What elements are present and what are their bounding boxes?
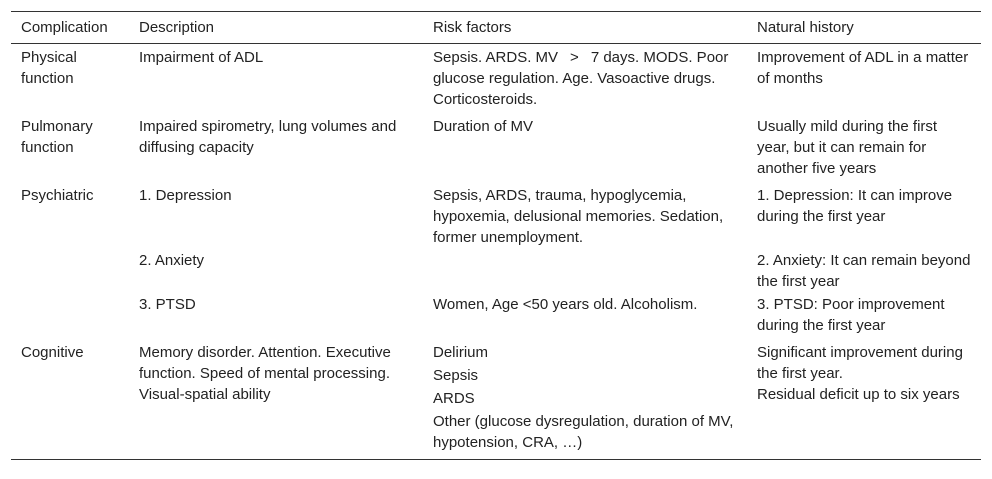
risk-item: Delirium (433, 344, 489, 361)
cell-complication: Psychiatric (21, 187, 94, 204)
cell-complication: Physical function (21, 49, 77, 87)
table-row (11, 292, 981, 340)
cell-description: Impairment of ADL (139, 49, 264, 66)
cell-description: 2. Anxiety (139, 252, 205, 269)
cell-natural-history: Usually mild during the first year, but it can remain for another five years (757, 118, 938, 177)
cell-natural-history: 3. PTSD: Poor improvement during the first year (757, 296, 945, 334)
cell-description: 3. PTSD (139, 296, 196, 313)
cell-description: Impaired spirometry, lung volumes and diffusing capacity (139, 118, 397, 156)
cell-complication: Cognitive (21, 344, 84, 361)
cell-risk-factors: Duration of MV (433, 118, 534, 135)
table-row (11, 248, 981, 292)
history-item: Significant improvement during the first year. (757, 344, 963, 382)
cell-natural-history: Improvement of ADL in a matter of months (757, 49, 969, 87)
header-row (11, 12, 981, 44)
table-row (11, 44, 981, 115)
table-header (11, 12, 981, 44)
header-description: Description (139, 19, 215, 36)
complications-table-container (11, 11, 981, 460)
table-row (11, 114, 981, 183)
cell-description: 1. Depression (139, 187, 232, 204)
cell-risk-factors: Sepsis. ARDS. MV > 7 days. MODS. Poor glucose regulation. Age. Vasoactive drugs. Corticosteroids. (433, 49, 729, 108)
cell-description: Memory disorder. Attention. Executive function. Speed of mental processing. Visual-spatial ability (139, 344, 391, 403)
risk-item: ARDS (433, 390, 475, 407)
table-body (11, 44, 981, 460)
cell-natural-history: 2. Anxiety: It can remain beyond the first year (757, 252, 971, 290)
table-row (11, 183, 981, 248)
risk-item: Sepsis (433, 367, 479, 384)
cell-natural-history: 1. Depression: It can improve during the first year (757, 187, 953, 225)
cell-risk-factors: Sepsis, ARDS, trauma, hypoglycemia, hypoxemia, delusional memories. Sedation, former unemployment. (433, 187, 724, 246)
cell-risk-factors (423, 248, 747, 292)
history-item: Residual deficit up to six years (757, 386, 960, 403)
header-natural-history: Natural history (757, 19, 854, 36)
cell-risk-factors: Women, Age <50 years old. Alcoholism. (433, 296, 698, 313)
complications-table (11, 11, 981, 460)
risk-item: Other (glucose dysregulation, duration of MV, hypotension, CRA, …) (433, 413, 734, 451)
cell-risk-factors (423, 340, 747, 460)
cell-complication: Pulmonary function (21, 118, 93, 156)
table-row (11, 340, 981, 460)
cell-natural-history (747, 340, 981, 460)
header-risk-factors: Risk factors (433, 19, 512, 36)
header-complication: Complication (21, 19, 108, 36)
